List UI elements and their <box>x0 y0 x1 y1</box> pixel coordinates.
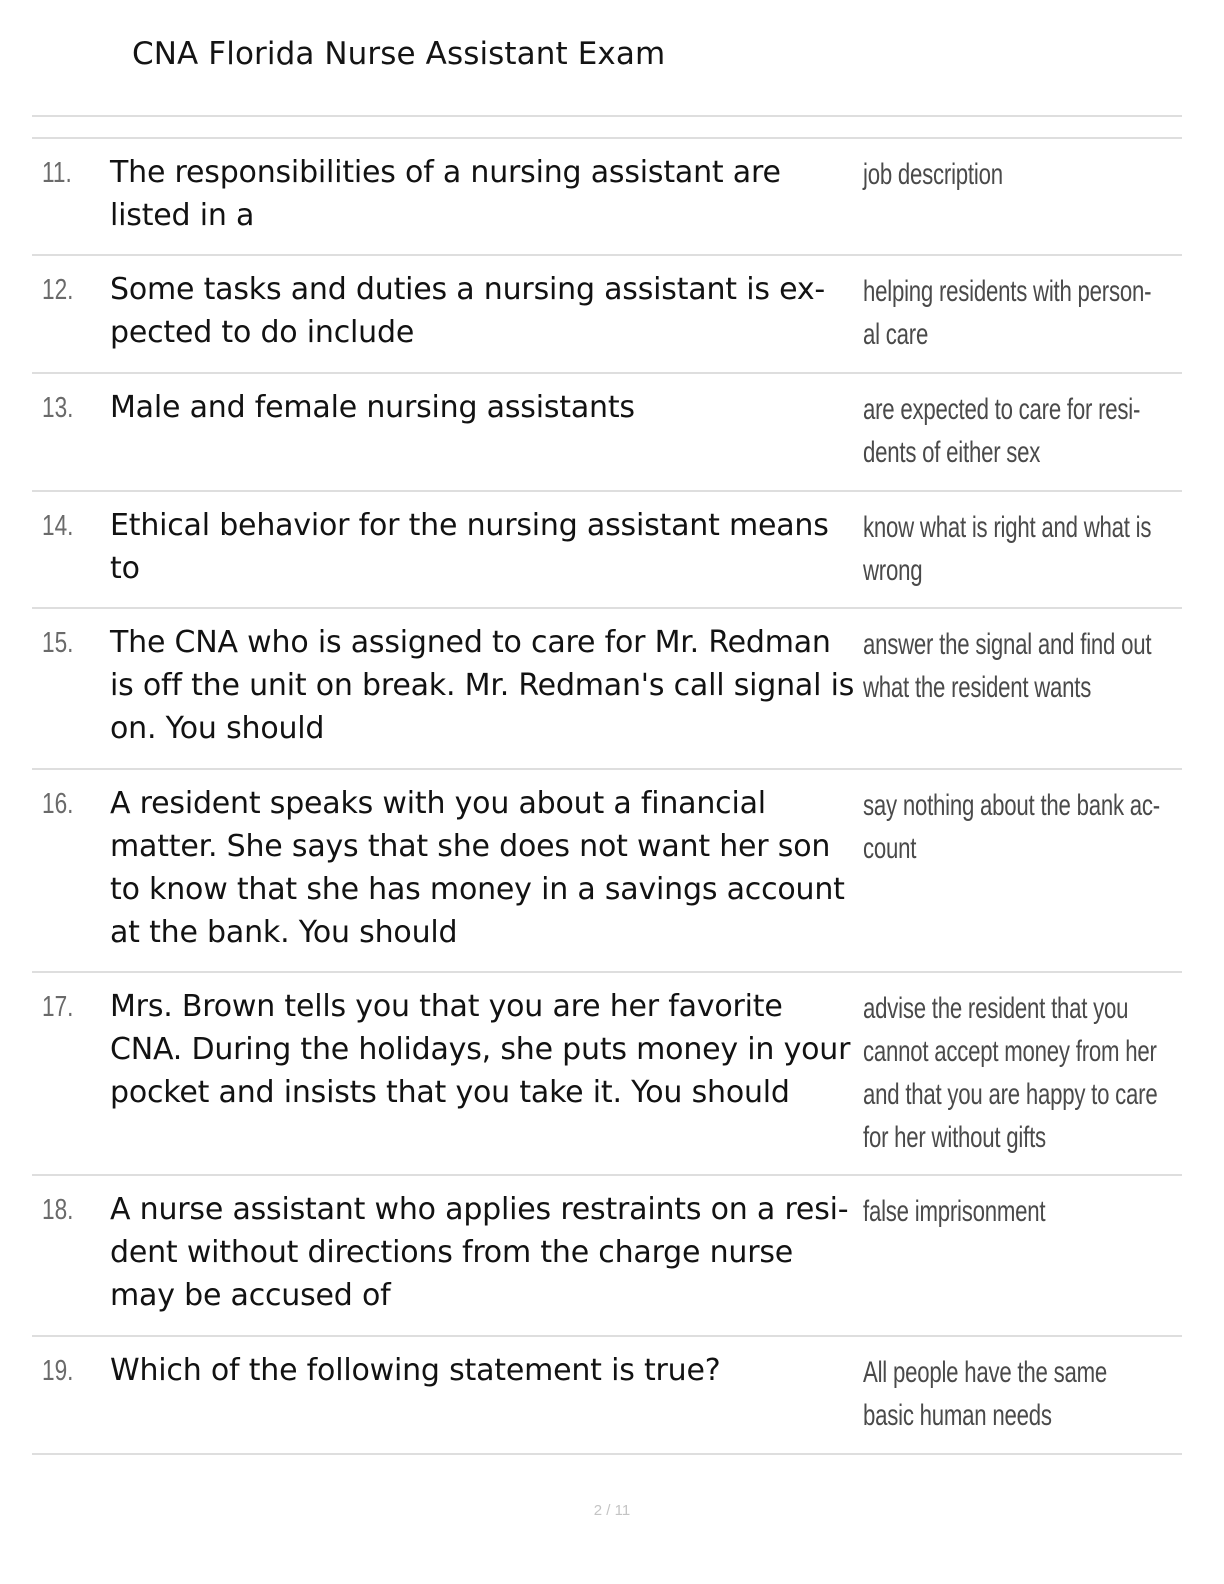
answer-text: know what is right and what is wrong <box>863 511 1152 587</box>
answer-text: answer the signal and find out what the resident wants <box>863 628 1152 704</box>
page-number: 2 / 11 <box>593 1502 631 1519</box>
question-text: The CNA who is assigned to care for Mr. Redman is off the unit on break. Mr. Redman's call signal is on. You should <box>110 625 855 746</box>
question-text: A nurse assistant who applies restraints on a resi-dent without directions from the charge nurse may be accused of <box>110 1192 849 1313</box>
question-text: Mrs. Brown tells you that you are her favorite CNA. During the holidays, she puts money in your pocket and insists that you take it. You should <box>110 989 851 1110</box>
answer-text: are expected to care for resi-dents of either sex <box>863 393 1141 469</box>
question-text: Some tasks and duties a nursing assistant is ex-pected to do include <box>110 272 825 350</box>
header-divider <box>32 115 1182 117</box>
question-number: 16. <box>42 788 74 820</box>
question-number: 15. <box>42 627 74 659</box>
qa-row-11 <box>32 139 1182 256</box>
question-number: 19. <box>42 1355 74 1387</box>
question-number: 18. <box>42 1194 74 1226</box>
page-title: CNA Florida Nurse Assistant Exam <box>132 36 666 72</box>
qa-row-14 <box>32 492 1182 609</box>
question-text: A resident speaks with you about a financial matter. She says that she does not want her son to know that she has money in a savings account at the bank. You should <box>110 786 845 950</box>
qa-row-12 <box>32 256 1182 374</box>
qa-row-17 <box>32 973 1182 1176</box>
question-number: 17. <box>42 991 74 1023</box>
answer-text: say nothing about the bank ac-count <box>863 789 1160 865</box>
question-text: Which of the following statement is true? <box>110 1353 721 1388</box>
answer-text: advise the resident that you cannot accept money from her and that you are happy to care for her without gifts <box>863 992 1158 1154</box>
qa-row-16 <box>32 770 1182 973</box>
qa-row-18 <box>32 1176 1182 1337</box>
answer-text: All people have the same basic human needs <box>863 1356 1107 1432</box>
qa-row-15 <box>32 609 1182 770</box>
qa-row-13 <box>32 374 1182 492</box>
question-number: 11. <box>42 157 72 189</box>
answer-text: false imprisonment <box>863 1195 1046 1228</box>
question-number: 14. <box>42 510 74 542</box>
answer-text: job description <box>863 158 1003 191</box>
question-number: 12. <box>42 274 74 306</box>
question-text: The responsibilities of a nursing assistant are listed in a <box>110 155 781 233</box>
answer-text: helping residents with person-al care <box>863 275 1152 351</box>
question-text: Male and female nursing assistants <box>110 390 635 425</box>
question-number: 13. <box>42 392 74 424</box>
qa-row-19 <box>32 1337 1182 1455</box>
question-text: Ethical behavior for the nursing assistant means to <box>110 508 829 586</box>
question-answer-list <box>32 139 1182 1455</box>
